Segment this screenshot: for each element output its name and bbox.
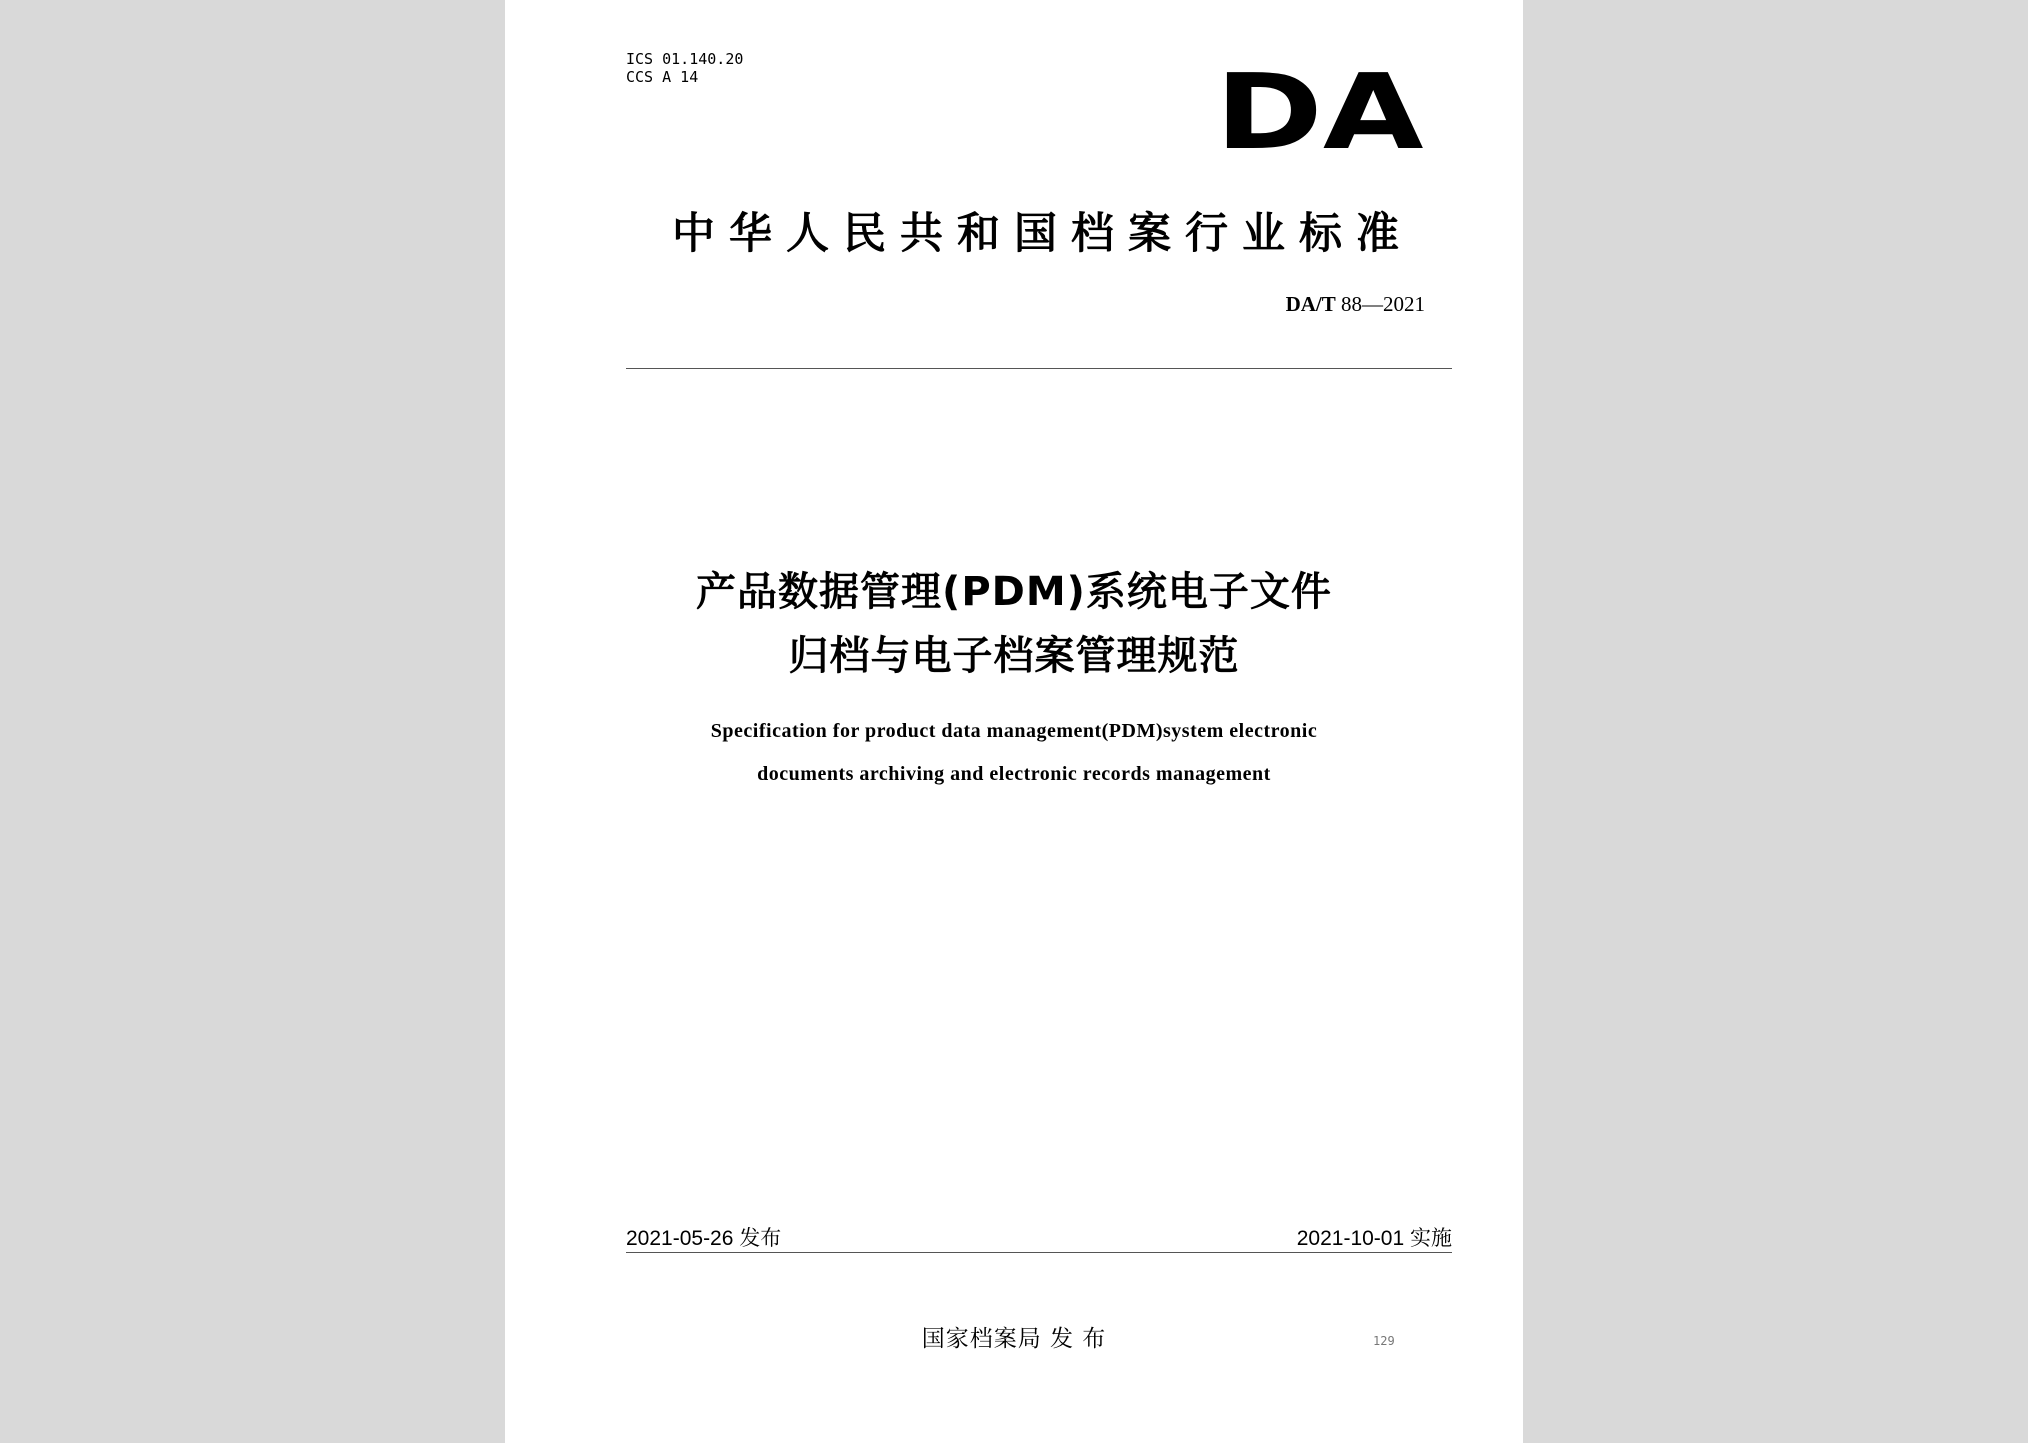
document-page (505, 0, 1523, 1443)
title-cn-line2: 归档与电子档案管理规范 (788, 633, 1240, 679)
issue-date: 2021-05-26 发布 (626, 1227, 782, 1250)
title-en-line2: documents archiving and electronic records management (757, 763, 1271, 785)
publisher: 国家档案局 发 布 (921, 1326, 1107, 1352)
title-cn-line1: 产品数据管理(PDM)系统电子文件 (696, 569, 1332, 615)
effective-date: 2021-10-01 实施 (1296, 1227, 1452, 1250)
standard-number (1286, 292, 1425, 317)
page-number: 129 (1373, 1334, 1395, 1348)
ics-code: ICS 01.140.20 (626, 50, 744, 68)
da-logo: DA (1215, 51, 1424, 173)
ccs-code: CCS A 14 (626, 68, 699, 86)
header-rule (626, 368, 1452, 369)
title-en-line1: Specification for product data management(PDM)system electronic (710, 720, 1318, 742)
standard-number-prefix: DA/T (1285, 292, 1336, 316)
footer-rule (626, 1252, 1452, 1253)
standard-title: 中华人民共和国档案行业标准 (672, 209, 1413, 259)
standard-number-value: 88—2021 (1341, 292, 1425, 316)
